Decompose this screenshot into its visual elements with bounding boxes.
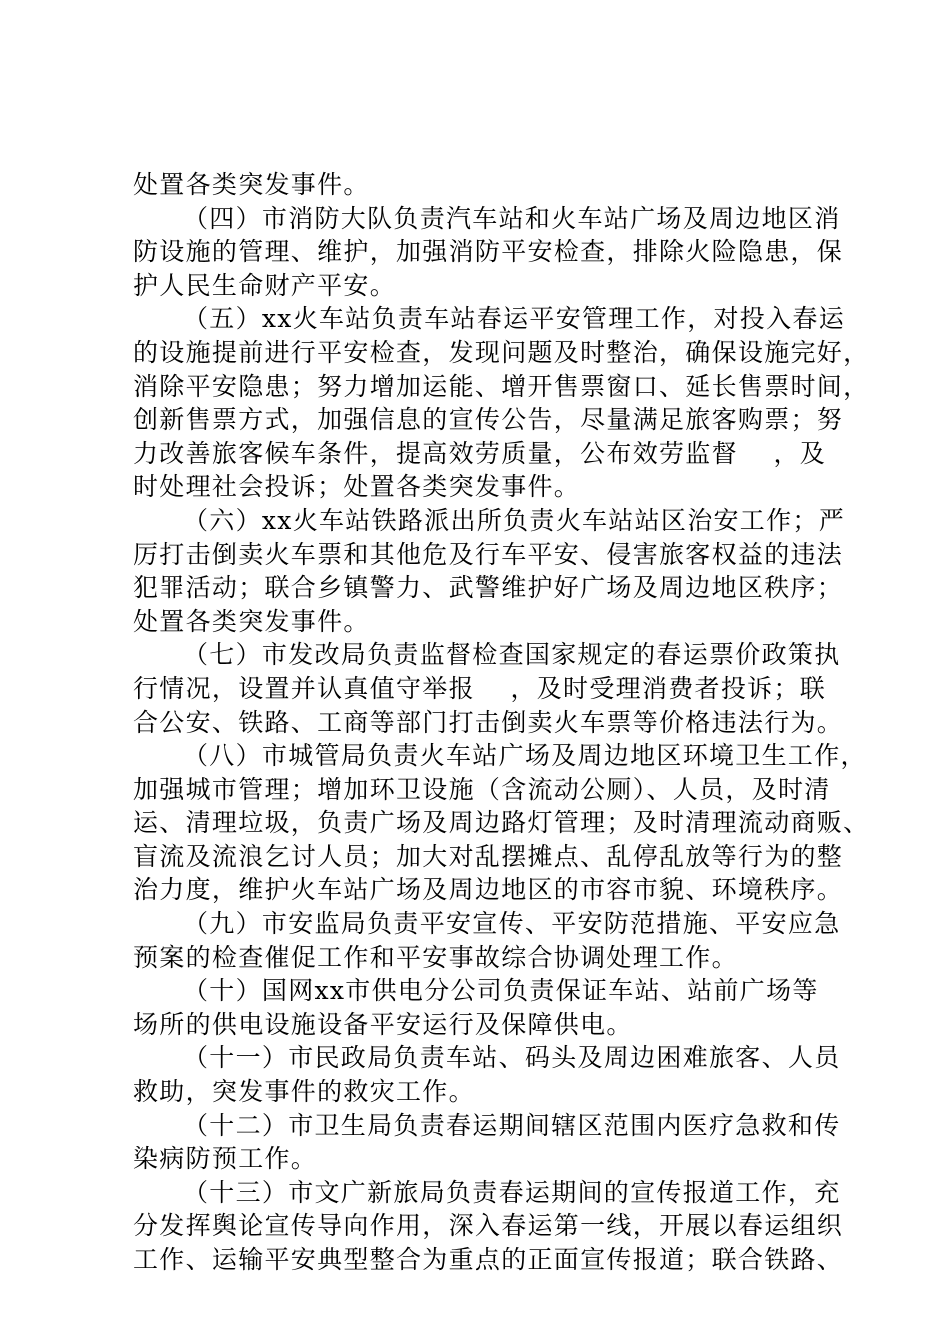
document-body: [133, 168, 870, 1277]
text-line: 分发挥舆论宣传导向作用，深入春运第一线，开展以春运组织: [133, 1211, 844, 1241]
text-line: 时处理社会投诉；处置各类突发事件。: [133, 472, 581, 502]
text-line: 的设施提前进行平安检查，发现问题及时整治，确保设施完好，: [133, 337, 870, 367]
text-line: （十）国网xx市供电分公司负责保证车站、站前广场等: [183, 976, 819, 1006]
text-line: （十三）市文广新旅局负责春运期间的宣传报道工作，充: [183, 1177, 841, 1207]
text-line: 工作、运输平安典型整合为重点的正面宣传报道；联合铁路、: [133, 1245, 844, 1274]
text-line: （十二）市卫生局负责春运期间辖区范围内医疗急救和传: [183, 1110, 841, 1140]
text-line: 厉打击倒卖火车票和其他危及行车平安、侵害旅客权益的违法: [133, 539, 844, 569]
text-line: 处置各类突发事件。: [133, 606, 370, 636]
text-line: 处置各类突发事件。: [133, 170, 370, 199]
text-line: （八）市城管局负责火车站广场及周边地区环境卫生工作，: [183, 741, 867, 771]
text-line: 合公安、铁路、工商等部门打击倒卖火车票等价格违法行为。: [133, 707, 844, 737]
text-line: （五）xx火车站负责车站春运平安管理工作，对投入春运: [183, 304, 846, 334]
text-line: 力改善旅客候车条件，提高效劳质量，公布效劳监督 ，及: [133, 438, 827, 468]
text-line: 行情况，设置并认真值守举报 ，及时受理消费者投诉；联: [133, 673, 827, 703]
text-line: 加强城市管理；增加环卫设施（含流动公厕）、人员，及时清: [133, 774, 831, 804]
text-line: 盲流及流浪乞讨人员；加大对乱摆摊点、乱停乱放等行为的整: [133, 841, 844, 871]
text-line: 创新售票方式，加强信息的宣传公告，尽量满足旅客购票；努: [133, 405, 844, 435]
text-line: （四）市消防大队负责汽车站和火车站广场及周边地区消: [183, 203, 841, 233]
text-line: 治力度，维护火车站广场及周边地区的市容市貌、环境秩序。: [133, 875, 844, 905]
text-line: （九）市安监局负责平安宣传、平安防范措施、平安应急: [183, 909, 841, 939]
text-line: 消除平安隐患；努力增加运能、增开售票窗口、延长售票时间，: [133, 371, 870, 401]
text-line: 运、清理垃圾，负责广场及周边路灯管理；及时清理流动商贩、: [133, 808, 870, 838]
text-line: 护人民生命财产平安。: [133, 270, 397, 300]
text-line: 救助，突发事件的救灾工作。: [133, 1077, 475, 1107]
text-line: 场所的供电设施设备平安运行及保障供电。: [133, 1009, 633, 1039]
text-line: （十一）市民政局负责车站、码头及周边困难旅客、人员: [183, 1043, 841, 1073]
text-line: （六）xx火车站铁路派出所负责火车站站区治安工作；严: [183, 505, 846, 535]
text-line: 染病防预工作。: [133, 1144, 318, 1174]
text-line: （七）市发改局负责监督检查国家规定的春运票价政策执: [183, 640, 841, 670]
text-line: 预案的检查催促工作和平安事故综合协调处理工作。: [133, 942, 738, 972]
text-line: 犯罪活动；联合乡镇警力、武警维护好广场及周边地区秩序；: [133, 573, 844, 603]
text-line: 防设施的管理、维护，加强消防平安检查，排除火险隐患，保: [133, 237, 844, 267]
